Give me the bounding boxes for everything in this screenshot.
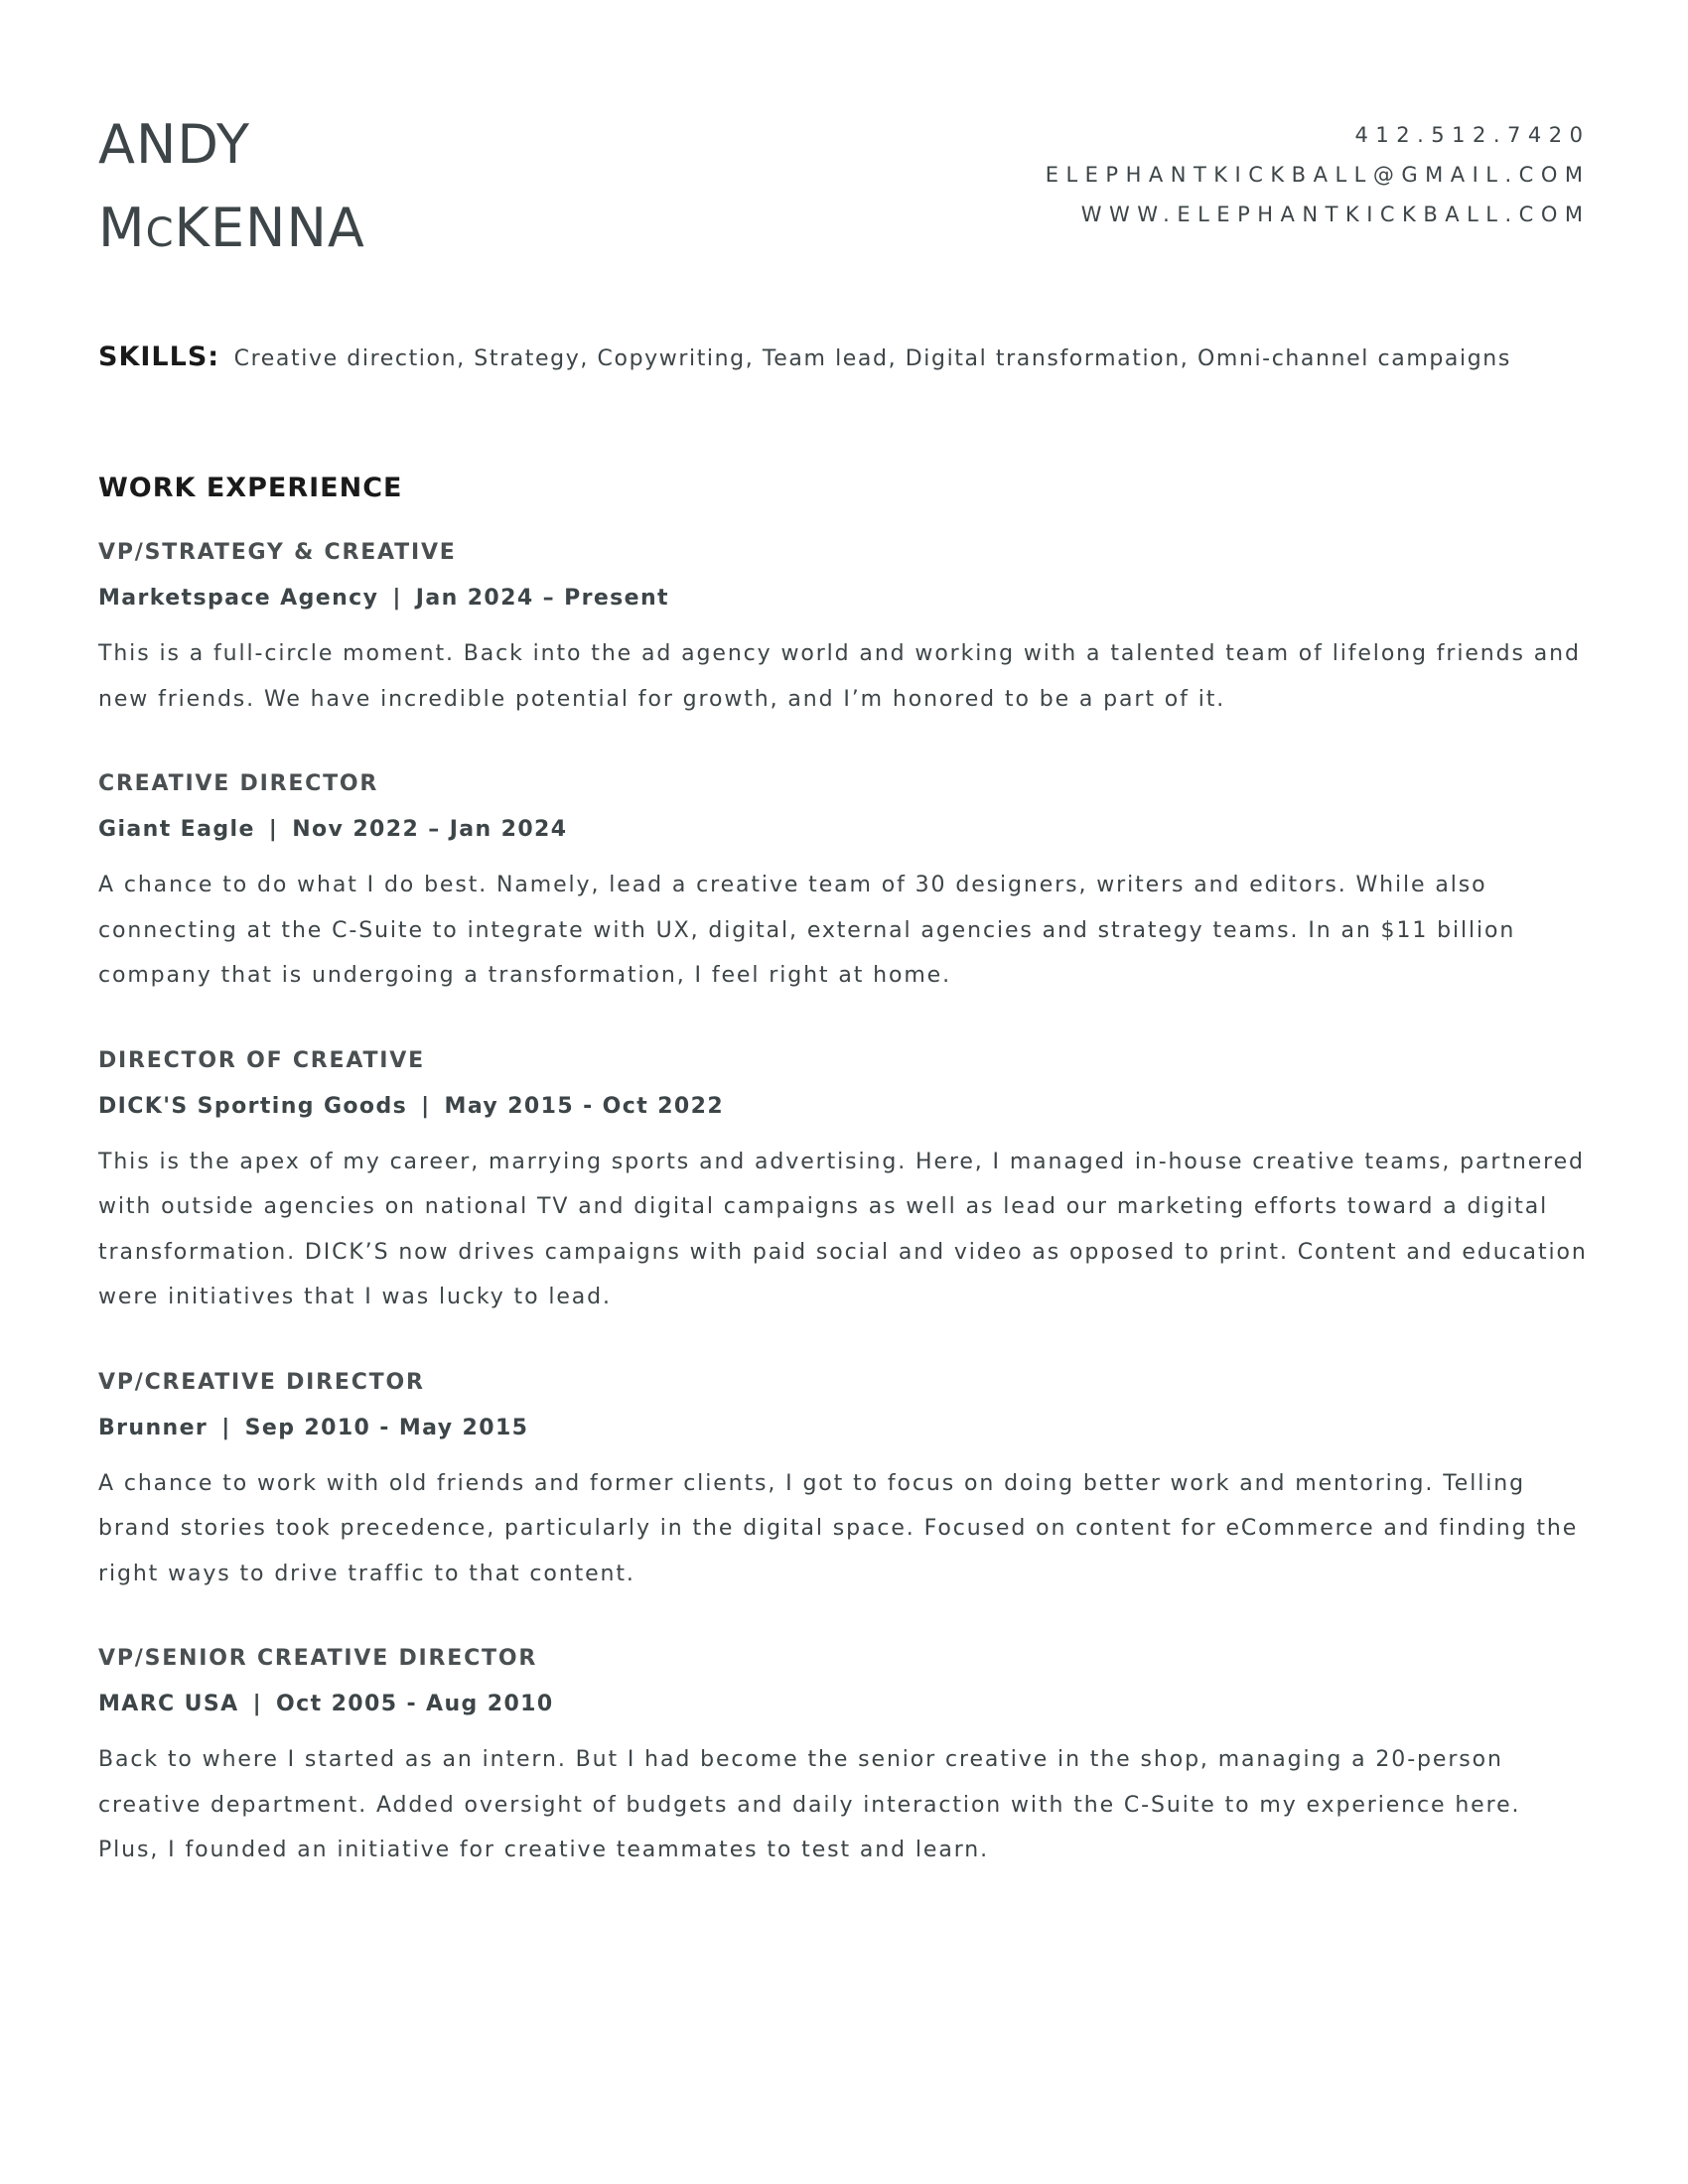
job-description: Back to where I started as an intern. But I had become the senior creative in the shop, managing a 20-person creative department. Added oversight of budgets and daily interaction with the C-Suite to my experience here. Plus, I founded an initiative for creative teammates to test and learn.: [98, 1747, 1521, 1862]
job-entry: [98, 1046, 1588, 1320]
job-description: This is a full-circle moment. Back into the ad agency world and working with a talented team of lifelong friends and new friends. We have incredible potential for growth, and I’m honored to be a part of it.: [98, 641, 1581, 712]
jobs-list: [98, 538, 1588, 1873]
job-meta: [98, 1690, 1588, 1719]
skills-label: SKILLS:: [98, 341, 220, 372]
first-name: ANDY: [98, 113, 250, 176]
job-entry: [98, 538, 1588, 722]
job-entry: [98, 769, 1588, 999]
job-dates: Nov 2022 – Jan 2024: [292, 817, 568, 842]
job-separator: |: [392, 586, 402, 611]
job-company: MARC USA: [98, 1692, 239, 1716]
job-title: VP/SENIOR CREATIVE DIRECTOR: [98, 1646, 538, 1671]
last-name: [98, 187, 365, 275]
work-experience-heading: WORK EXPERIENCE: [98, 473, 403, 503]
last-name-small-c: C: [145, 210, 175, 256]
job-title: DIRECTOR OF CREATIVE: [98, 1047, 425, 1073]
job-entry: [98, 1644, 1588, 1873]
website-url: WWW.ELEPHANTKICKBALL.COM: [1080, 203, 1591, 226]
job-separator: |: [252, 1692, 263, 1716]
job-title: VP/CREATIVE DIRECTOR: [98, 1369, 425, 1395]
skills-row: [98, 341, 1511, 372]
job-company: Giant Eagle: [98, 817, 255, 842]
job-company: DICK'S Sporting Goods: [98, 1093, 408, 1119]
job-meta: [98, 1414, 1588, 1443]
job-separator: |: [221, 1415, 231, 1440]
job-meta: [98, 815, 1588, 845]
job-title: VP/STRATEGY & CREATIVE: [98, 540, 457, 565]
last-name-rest: KENNA: [174, 197, 365, 259]
job-description: This is the apex of my career, marrying sports and advertising. Here, I managed in-house creative teams, partnered with outside agencies on national TV and digital campaigns as well as lead our marketing efforts toward a digital transformation. DICK’S now drives campaigns with paid social and video as opposed to print. Content and education were initiatives that I was lucky to lead.: [98, 1149, 1588, 1309]
job-separator: |: [268, 817, 279, 842]
job-company: Marketspace Agency: [98, 586, 379, 611]
job-dates: Sep 2010 - May 2015: [244, 1415, 529, 1440]
name-block: [98, 103, 365, 275]
skills-text: Creative direction, Strategy, Copywriting, Team lead, Digital transformation, Omni-channel campaigns: [233, 346, 1511, 371]
job-description: A chance to work with old friends and former clients, I got to focus on doing better work and mentoring. Telling brand stories took precedence, particularly in the digital space. Focused on content for eCommerce and finding the right ways to drive traffic to that content.: [98, 1470, 1579, 1586]
job-dates: May 2015 - Oct 2022: [444, 1093, 725, 1119]
last-name-prefix: M: [98, 197, 146, 259]
phone-number: 412.512.7420: [1354, 123, 1591, 147]
job-meta: [98, 584, 1588, 614]
job-entry: [98, 1368, 1588, 1597]
email-address: ELEPHANTKICKBALL@GMAIL.COM: [1045, 163, 1591, 187]
job-description: A chance to do what I do best. Namely, lead a creative team of 30 designers, writers and editors. While also connecting at the C-Suite to integrate with UX, digital, external agencies and strategy teams. In an $11 billion company that is undergoing a transformation, I feel right at home.: [98, 873, 1516, 988]
job-dates: Jan 2024 – Present: [415, 586, 669, 611]
job-dates: Oct 2005 - Aug 2010: [276, 1692, 554, 1716]
job-separator: |: [421, 1093, 431, 1119]
job-title: CREATIVE DIRECTOR: [98, 771, 379, 796]
job-company: Brunner: [98, 1415, 209, 1440]
job-meta: [98, 1092, 1588, 1122]
contact-block: [1045, 115, 1591, 234]
